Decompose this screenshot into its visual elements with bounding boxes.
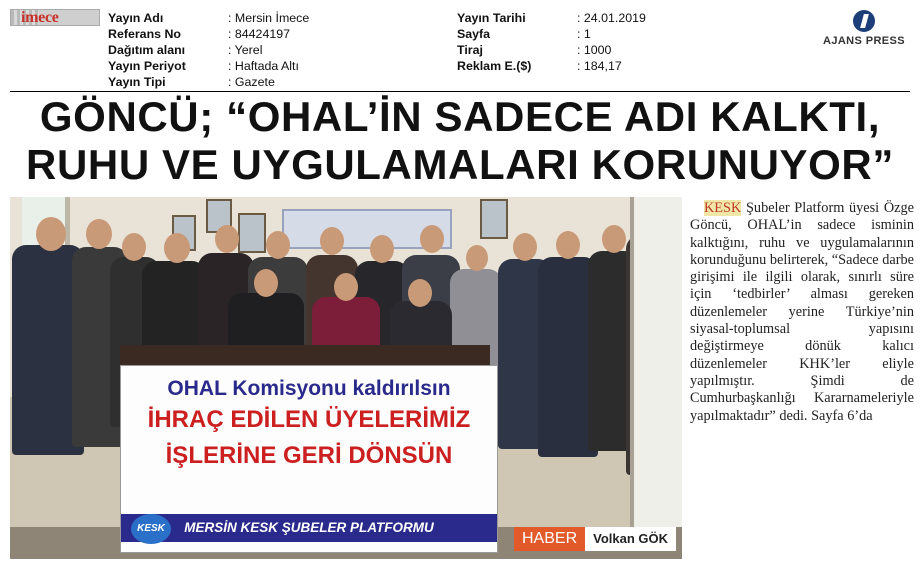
meta-key: Referans No (108, 27, 181, 41)
person-head (408, 279, 432, 307)
meta-key: Yayın Tarihi (457, 11, 526, 25)
person-head (466, 245, 488, 271)
meta-key: Yayın Periyot (108, 59, 186, 73)
agency-name: AJANS PRESS (822, 35, 906, 47)
article-body (690, 200, 914, 425)
seated-person (390, 301, 452, 351)
person-head (86, 219, 112, 249)
meta-row (457, 26, 646, 42)
photo-credit (514, 527, 676, 551)
person-head (164, 233, 190, 263)
banner-line: İŞLERİNE GERİ DÖNSÜN (165, 442, 453, 469)
meta-row (457, 10, 646, 26)
kesk-logo: KESK (131, 514, 171, 544)
person-head (254, 269, 278, 297)
seated-person (228, 293, 304, 353)
agency-logo (816, 10, 912, 47)
meta-row (108, 26, 309, 42)
person-head (334, 273, 358, 301)
meta-value: : Yerel (228, 43, 263, 57)
meta-value: : 1 (577, 27, 591, 41)
headline-line: GÖNCÜ; “OHAL’İN SADECE ADI KALKTI, (39, 93, 881, 140)
person-head (370, 235, 394, 263)
person-head (122, 233, 146, 261)
meta-row (108, 74, 309, 90)
meta-key: Reklam E.($) (457, 59, 532, 73)
meta-value: : 24.01.2019 (577, 11, 646, 25)
person-head (513, 233, 537, 261)
meta-row (108, 10, 309, 26)
meta-key: Yayın Tipi (108, 75, 166, 89)
source-logo (10, 9, 100, 26)
protest-banner (120, 365, 498, 553)
meta-value: : 184,17 (577, 59, 622, 73)
wall-portrait (480, 199, 508, 239)
credit-label: HABER (514, 527, 585, 551)
headline (10, 93, 910, 189)
meta-key: Dağıtım alanı (108, 43, 186, 57)
meta-key: Sayfa (457, 27, 491, 41)
meta-left (108, 10, 309, 90)
meta-row (108, 58, 309, 74)
banner-line: OHAL Komisyonu kaldırılsın (167, 377, 451, 400)
meta-row (457, 42, 646, 58)
meta-value: : Mersin İmece (228, 11, 310, 25)
meta-key: Yayın Adı (108, 11, 164, 25)
news-photo (10, 197, 682, 559)
agency-mark-icon (853, 10, 875, 32)
photo-door (630, 197, 682, 559)
person-head (320, 227, 344, 255)
header-divider (10, 91, 910, 92)
credit-name: Volkan GÖK (585, 527, 676, 551)
meta-value: : 1000 (577, 43, 612, 57)
meta-value: : Gazete (228, 75, 275, 89)
article-highlight: KESK (703, 200, 742, 216)
headline-line: RUHU VE UYGULAMALARI KORUNUYOR” (26, 141, 894, 188)
person-head (266, 231, 290, 259)
person-head (36, 217, 66, 251)
wall-portrait (238, 213, 266, 253)
meta-value: : 84424197 (228, 27, 291, 41)
person-head (556, 231, 580, 259)
meta-row (457, 58, 646, 74)
meta-key: Tiraj (457, 43, 483, 57)
person-head (420, 225, 444, 253)
meta-right (457, 10, 646, 74)
source-logo-text: imece (21, 8, 59, 26)
meta-row (108, 42, 309, 58)
person-head (215, 225, 239, 253)
article-text: Şubeler Platform üyesi Özge Göncü, OHAL’in sadece isminin kalktığını, ruhu ve uygulamalarının korunduğunu belirterek, “Sadece darbe girişimi ile ilgili olarak, sınırlı süre için ‘tedbirler’ alması gereken düzenlemeler yerine Türkiye’nin siyasal-toplumsal yapısını değiştirmeye dönük kalıcı düzenlemeler KHK’ler eliyle yapılmıştır. Şimdi de Cumhurbaşkanlığı Kararnameleriyle yapılmaktadır” dedi. Sayfa 6’da (690, 200, 914, 424)
banner-line: İHRAÇ EDİLEN ÜYELERİMİZ (147, 406, 471, 433)
person-head (602, 225, 626, 253)
banner-footer: MERSİN KESK ŞUBELER PLATFORMU (121, 514, 497, 542)
meta-value: : Haftada Altı (228, 59, 299, 73)
